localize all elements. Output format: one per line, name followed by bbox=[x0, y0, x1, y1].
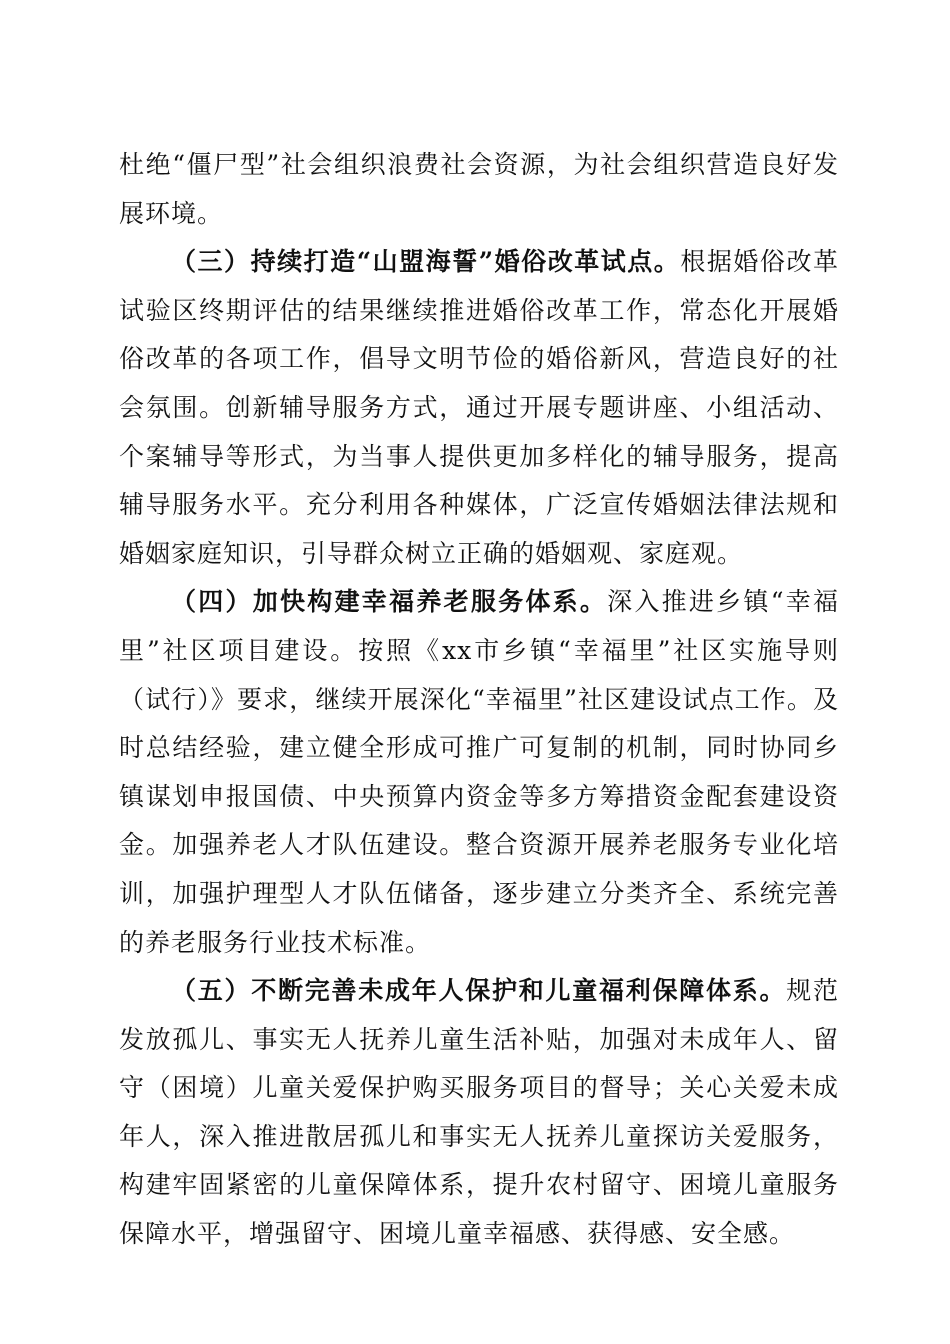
paragraph-text: 根据婚俗改革试验区终期评估的结果继续推进婚俗改革工作，常态化开展婚俗改革的各项工作，倡导文明节俭的婚俗新风，营造良好的社会氛围。创新辅导服务方式，通过开展专题讲座、小组活动、个案辅导等形式，为当事人提供更加多样化的辅导服务，提高辅导服务水平。充分利用各种媒体，广泛宣传婚姻法律法规和婚姻家庭知识，引导群众树立正确的婚姻观、家庭观。 bbox=[119, 247, 839, 568]
paragraph-text: 深入推进乡镇“幸福里”社区项目建设。按照《xx市乡镇“幸福里”社区实施导则（试行）》要求，继续开展深化“幸福里”社区建设试点工作。及时总结经验，建立健全形成可推广可复制的机制，同时协同乡镇谋划申报国债、中央预算内资金等多方筹措资金配套建设资金。加强养老人才队伍建设。整合资源开展养老服务专业化培训，加强护理型人才队伍储备，逐步建立分类齐全、系统完善的养老服务行业技术标准。 bbox=[119, 587, 839, 957]
paragraph-text: 杜绝“僵尸型”社会组织浪费社会资源，为社会组织营造良好发展环境。 bbox=[119, 150, 839, 228]
section-heading-5: （五）不断完善未成年人保护和儿童福利保障体系。 bbox=[171, 976, 787, 1006]
paragraph-child-welfare bbox=[119, 967, 839, 1259]
paragraph-text: 规范发放孤儿、事实无人抚养儿童生活补贴，加强对未成年人、留守（困境）儿童关爱保护购买服务项目的督导；关心关爱未成年人，深入推进散居孤儿和事实无人抚养儿童探访关爱服务，构建牢固紧密的儿童保障体系，提升农村留守、困境儿童服务保障水平，增强留守、困境儿童幸福感、获得感、安全感。 bbox=[119, 976, 839, 1249]
paragraph-continuation bbox=[119, 141, 839, 238]
paragraph-elderly-care bbox=[119, 578, 839, 967]
paragraph-marriage-reform bbox=[119, 238, 839, 578]
document-body bbox=[119, 141, 839, 1259]
section-heading-4: （四）加快构建幸福养老服务体系。 bbox=[171, 587, 608, 617]
section-heading-3: （三）持续打造“山盟海誓”婚俗改革试点。 bbox=[171, 247, 681, 277]
